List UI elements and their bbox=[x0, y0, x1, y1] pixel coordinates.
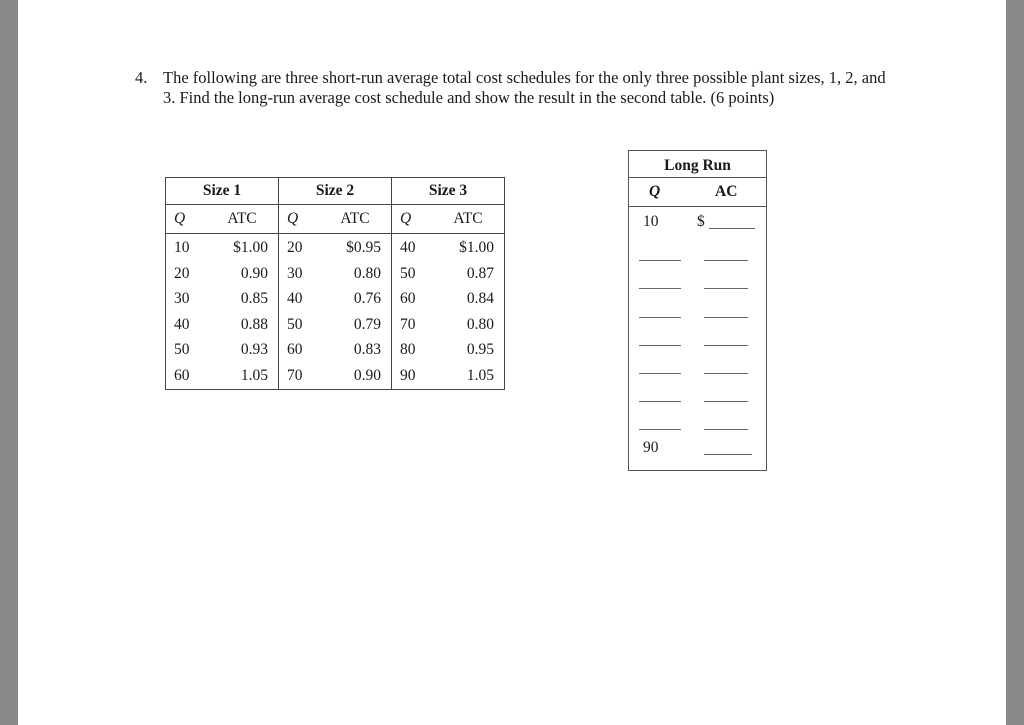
q-cell: 20 bbox=[279, 233, 320, 261]
table-row bbox=[166, 261, 505, 287]
atc-cell: 0.83 bbox=[319, 338, 392, 364]
question-block bbox=[135, 68, 895, 108]
long-run-header-row bbox=[629, 177, 766, 207]
q-cell: 40 bbox=[279, 287, 320, 313]
table-row bbox=[166, 312, 505, 338]
q-blank-line[interactable] bbox=[639, 288, 681, 289]
long-run-title: Long Run bbox=[664, 157, 731, 174]
q-header: Q bbox=[392, 204, 433, 233]
question-text: The following are three short-run average total cost schedules for the only three possible plant sizes, 1, 2, and 3. Find the long-run average cost schedule and show the result in the second table. (6 points) bbox=[163, 68, 886, 107]
q-blank-line[interactable] bbox=[639, 260, 681, 261]
q-cell: 50 bbox=[279, 312, 320, 338]
atc-cell: $1.00 bbox=[432, 233, 505, 261]
atc-cell: $0.95 bbox=[319, 233, 392, 261]
atc-header: ATC bbox=[319, 204, 392, 233]
atc-cell: 0.76 bbox=[319, 287, 392, 313]
q-cell: 10 bbox=[166, 233, 207, 261]
long-run-ac-header: AC bbox=[715, 183, 738, 200]
q-cell: 60 bbox=[392, 287, 433, 313]
atc-cell: 1.05 bbox=[432, 363, 505, 389]
atc-header: ATC bbox=[432, 204, 505, 233]
atc-cell: 0.85 bbox=[206, 287, 279, 313]
size-2-header: Size 2 bbox=[279, 178, 392, 205]
long-run-q-header: Q bbox=[649, 183, 661, 200]
q-cell: 40 bbox=[392, 233, 433, 261]
long-run-dollar-sign: $ bbox=[697, 213, 705, 230]
atc-cell: 0.87 bbox=[432, 261, 505, 287]
q-blank-line[interactable] bbox=[639, 373, 681, 374]
long-run-row bbox=[629, 331, 766, 353]
table-row bbox=[166, 338, 505, 364]
q-cell: 50 bbox=[166, 338, 207, 364]
long-run-row bbox=[629, 274, 766, 296]
ac-blank-line[interactable] bbox=[704, 373, 748, 374]
q-cell: 50 bbox=[392, 261, 433, 287]
q-cell: 40 bbox=[166, 312, 207, 338]
ac-blank-line[interactable] bbox=[709, 228, 755, 229]
ac-blank-line[interactable] bbox=[704, 454, 752, 455]
ac-blank-line[interactable] bbox=[704, 288, 748, 289]
atc-cell: 0.95 bbox=[432, 338, 505, 364]
q-cell: 70 bbox=[392, 312, 433, 338]
q-header: Q bbox=[166, 204, 207, 233]
atc-cell: 0.90 bbox=[206, 261, 279, 287]
q-cell: 20 bbox=[166, 261, 207, 287]
atc-cell: 0.80 bbox=[319, 261, 392, 287]
long-run-row bbox=[629, 246, 766, 268]
q-cell: 60 bbox=[166, 363, 207, 389]
long-run-table bbox=[628, 150, 767, 471]
ac-blank-line[interactable] bbox=[704, 401, 748, 402]
atc-cell: 0.79 bbox=[319, 312, 392, 338]
q-blank-line[interactable] bbox=[639, 317, 681, 318]
table-row bbox=[166, 363, 505, 389]
long-run-row bbox=[629, 415, 766, 437]
long-run-row bbox=[629, 387, 766, 409]
size-header-row bbox=[166, 178, 505, 205]
q-cell: 70 bbox=[279, 363, 320, 389]
long-run-row bbox=[629, 303, 766, 325]
long-run-row bbox=[629, 359, 766, 381]
ac-blank-line[interactable] bbox=[704, 345, 748, 346]
atc-cell: 0.84 bbox=[432, 287, 505, 313]
atc-header: ATC bbox=[206, 204, 279, 233]
short-run-cost-table bbox=[165, 177, 505, 390]
ac-blank-line[interactable] bbox=[704, 317, 748, 318]
size-1-header: Size 1 bbox=[166, 178, 279, 205]
long-run-row bbox=[629, 439, 766, 461]
q-blank-line[interactable] bbox=[639, 345, 681, 346]
atc-cell: 1.05 bbox=[206, 363, 279, 389]
atc-cell: 0.90 bbox=[319, 363, 392, 389]
q-blank-line[interactable] bbox=[639, 401, 681, 402]
atc-cell: 0.80 bbox=[432, 312, 505, 338]
table-row bbox=[166, 233, 505, 261]
document-page bbox=[18, 0, 1006, 725]
long-run-q-value: 90 bbox=[643, 439, 659, 456]
q-cell: 30 bbox=[166, 287, 207, 313]
atc-cell: $1.00 bbox=[206, 233, 279, 261]
q-header: Q bbox=[279, 204, 320, 233]
table-row bbox=[166, 287, 505, 313]
ac-blank-line[interactable] bbox=[704, 429, 748, 430]
atc-cell: 0.93 bbox=[206, 338, 279, 364]
q-cell: 80 bbox=[392, 338, 433, 364]
question-number: 4. bbox=[135, 68, 148, 87]
long-run-q-value: 10 bbox=[643, 213, 659, 230]
q-cell: 60 bbox=[279, 338, 320, 364]
long-run-row bbox=[629, 213, 766, 235]
size-3-header: Size 3 bbox=[392, 178, 505, 205]
ac-blank-line[interactable] bbox=[704, 260, 748, 261]
q-cell: 90 bbox=[392, 363, 433, 389]
atc-cell: 0.88 bbox=[206, 312, 279, 338]
q-blank-line[interactable] bbox=[639, 429, 681, 430]
column-header-row bbox=[166, 204, 505, 233]
q-cell: 30 bbox=[279, 261, 320, 287]
